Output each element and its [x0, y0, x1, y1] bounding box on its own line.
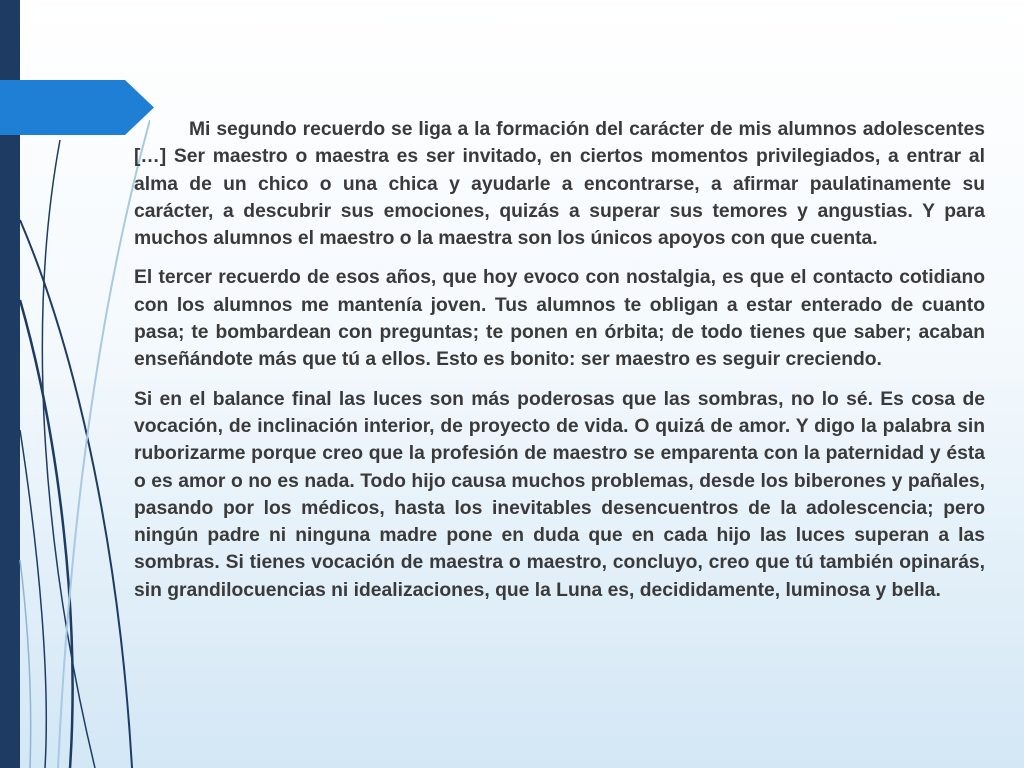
decor-curve-6 [20, 560, 31, 768]
decor-curve-1 [20, 220, 132, 768]
text-body [134, 116, 985, 616]
paragraph-3: Si en el balance final las luces son más poderosas que las sombras, no lo sé. Es cosa de vocación, de inclinación interior, de proyecto de vida. O quizá de amor. Y digo la palabra sin ruborizarme porque creo que la profesión de maestro se emparenta con la paternidad y ésta o es amor o no es nada. Todo hijo causa muchos problemas, desde los biberones y pañales, pasando por los médicos, hasta los inevitables desencuentros de la adolescencia; pero ningún padre ni ninguna madre pone en duda que en cada hijo las luces superan a las sombras. Si tienes vocación de maestra o maestro, concluyo, creo que tú también opinarás, sin grandilocuencias ni idealizaciones, que la Luna es, decididamente, luminosa y bella. [134, 388, 985, 601]
paragraph-2: El tercer recuerdo de esos años, que hoy evoco con nostalgia, es que el contacto cotidiano con los alumnos me mantenía joven. Tus alumnos te obligan a estar enterado de cuanto pasa; te bombardean con preguntas; te ponen en órbita; de todo tienes que saber; acaban enseñándote más que tú a ellos. Esto es bonito: ser maestro es seguir creciendo. [134, 267, 985, 371]
decor-curve-2 [42, 140, 95, 768]
decorative-curves [0, 0, 150, 768]
paragraph-1: Mi segundo recuerdo se liga a la formación del carácter de mis alumnos adolescentes […] Ser maestro o maestra es ser invitado, en ciertos momentos privilegiados, a entrar al alma de un chico o una chica y ayudarle a encontrarse, a afirmar paulatinamente su carácter, a descubrir sus emociones, quizás a superar sus temores y angustias. Y para muchos alumnos el maestro o la maestra son los únicos apoyos con que cuenta. [134, 119, 985, 250]
